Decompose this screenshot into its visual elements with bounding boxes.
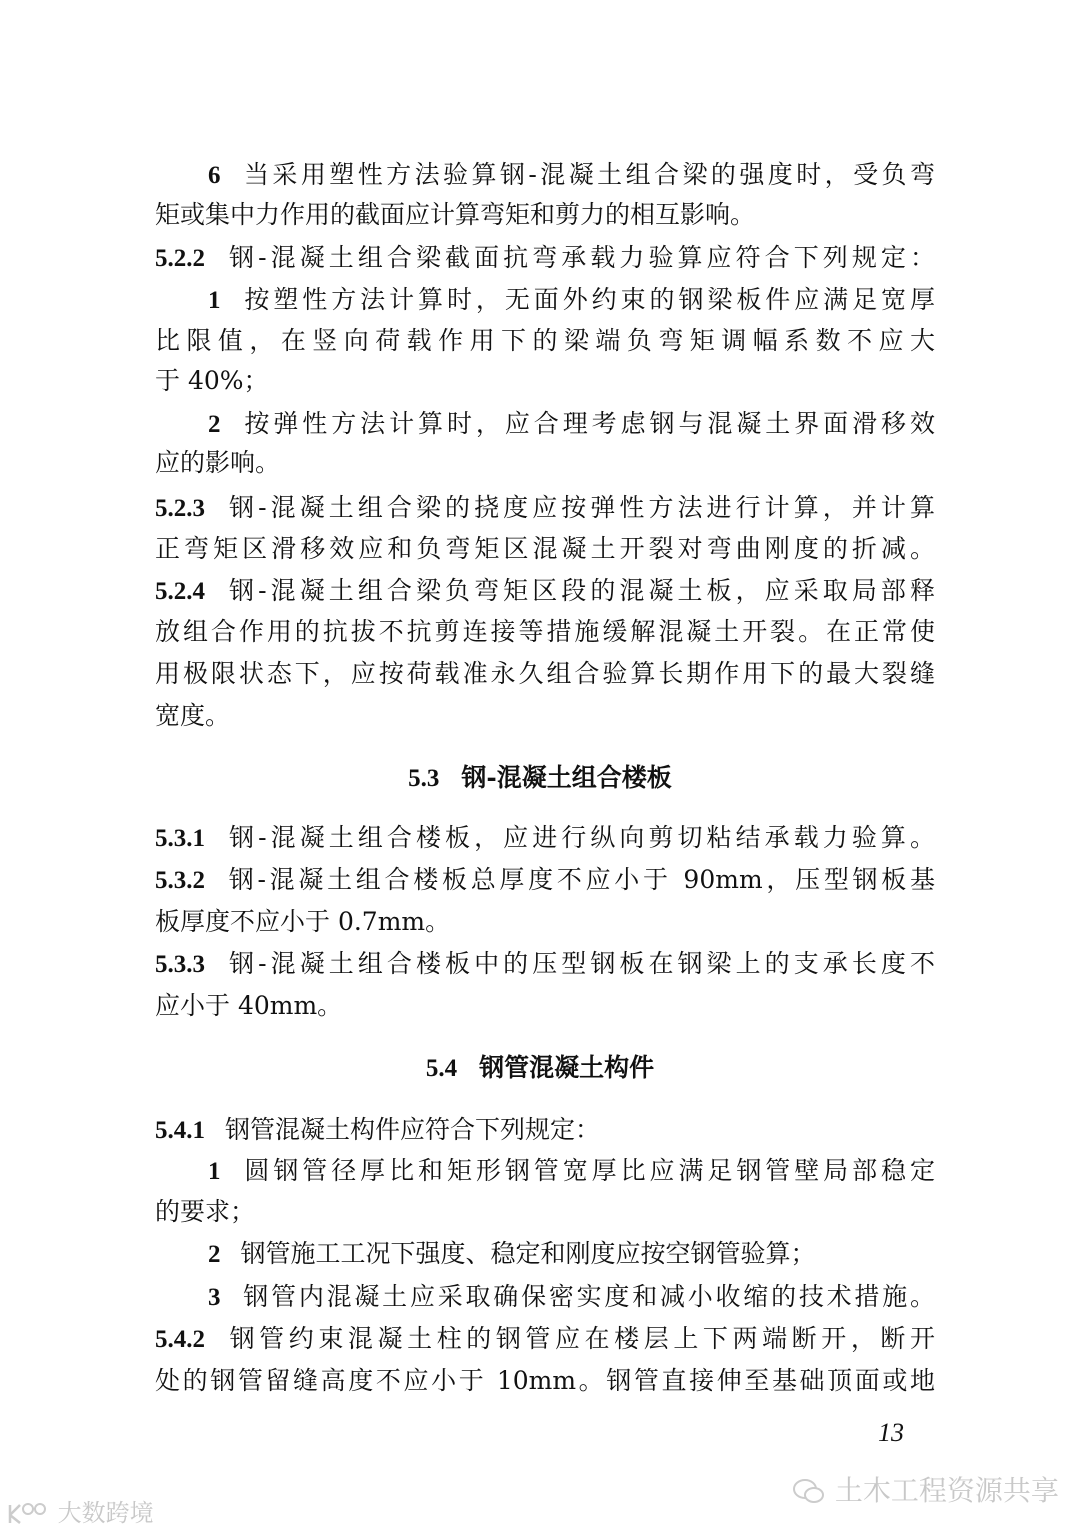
line-text: 钢管混凝土构件应符合下列规定： — [225, 1115, 601, 1144]
line-text: 钢-混凝土组合梁截面抗弯承载力验算应符合下列规定： — [225, 243, 935, 272]
line-text: 宽度。 — [155, 701, 231, 730]
line-text: 比限值，在竖向荷载作用下的梁端负弯矩调幅系数不应大 — [155, 326, 935, 355]
text-line — [155, 905, 935, 939]
text-line — [155, 1364, 935, 1398]
clause-line — [155, 574, 935, 608]
clause-number: 5.2.3 — [155, 495, 205, 522]
line-text: 正弯矩区滑移效应和负弯矩区混凝土开裂对弯曲刚度的折减。 — [155, 534, 935, 563]
text-line — [155, 198, 935, 232]
clause-number: 1 — [208, 287, 221, 314]
clause-line — [155, 491, 935, 525]
line-text: 钢管约束混凝土柱的钢管应在楼层上下两端断开，断开 — [225, 1324, 935, 1353]
clause-number: 5.4.2 — [155, 1326, 205, 1353]
section-title: 钢-混凝土组合楼板 — [461, 763, 672, 792]
clause-line — [155, 1113, 935, 1147]
text-line — [155, 699, 935, 733]
clause-line — [208, 1154, 935, 1188]
line-text: 按弹性方法计算时，应合理考虑钢与混凝土界面滑移效 — [240, 409, 935, 438]
line-text: 用极限状态下，应按荷载准永久组合验算长期作用下的最大裂缝 — [155, 659, 935, 688]
section-heading — [0, 761, 1080, 795]
clause-line — [155, 947, 935, 981]
text-line — [155, 657, 935, 691]
line-text: 的要求； — [155, 1197, 256, 1226]
page-number: 13 — [878, 1418, 904, 1447]
wechat-icon — [792, 1477, 826, 1507]
clause-line — [208, 1280, 935, 1314]
clause-number: 5.3.3 — [155, 951, 205, 978]
clause-number: 5.4.1 — [155, 1117, 205, 1144]
line-text: 钢-混凝土组合楼板，应进行纵向剪切粘结承载力验算。 — [225, 823, 935, 852]
clause-line — [155, 821, 935, 855]
section-heading — [0, 1051, 1080, 1085]
clause-number: 5.2.4 — [155, 578, 205, 605]
brand-watermark-text: 大数跨境 — [57, 1499, 154, 1527]
line-text: 按塑性方法计算时，无面外约束的钢梁板件应满足宽厚 — [240, 285, 935, 314]
text-line — [155, 324, 935, 358]
wechat-watermark — [792, 1469, 1059, 1509]
section-number: 5.4 — [425, 1055, 458, 1082]
line-text: 板厚度不应小于 0.7mm。 — [155, 907, 451, 936]
line-text: 钢-混凝土组合梁负弯矩区段的混凝土板，应采取局部释 — [225, 576, 935, 605]
clause-number: 3 — [208, 1284, 221, 1311]
clause-line — [208, 283, 935, 317]
line-text: 放组合作用的抗拔不抗剪连接等措施缓解混凝土开裂。在正常使 — [155, 617, 935, 646]
section-number: 5.3 — [408, 765, 440, 792]
line-text: 钢管施工工况下强度、稳定和刚度应按空钢管验算； — [240, 1239, 816, 1268]
clause-line — [155, 863, 935, 897]
line-text: 当采用塑性方法验算钢-混凝土组合梁的强度时，受负弯 — [240, 160, 935, 189]
text-line — [155, 364, 935, 398]
clause-number: 2 — [208, 1241, 221, 1268]
clause-line — [208, 158, 935, 192]
clause-line — [155, 241, 935, 275]
line-text: 应的影响。 — [155, 448, 281, 477]
clause-line — [208, 1237, 935, 1271]
section-title: 钢管混凝土构件 — [479, 1053, 655, 1082]
clause-number: 5.3.2 — [155, 867, 205, 894]
clause-line — [208, 407, 935, 441]
line-text: 钢-混凝土组合楼板总厚度不应小于 90mm，压型钢板基 — [225, 865, 935, 894]
text-line — [155, 989, 935, 1023]
clause-number: 1 — [208, 1158, 221, 1185]
text-line — [155, 1195, 935, 1229]
text-line — [155, 615, 935, 649]
clause-line — [155, 1322, 935, 1356]
line-text: 处的钢管留缝高度不应小于 10mm。钢管直接伸至基础顶面或地 — [155, 1366, 935, 1395]
wechat-watermark-text: 土木工程资源共享 — [834, 1474, 1059, 1507]
clause-number: 2 — [208, 411, 221, 438]
line-text: 矩或集中力作用的截面应计算弯矩和剪力的相互影响。 — [155, 200, 756, 229]
clause-number: 6 — [208, 162, 221, 189]
line-text: 钢-混凝土组合楼板中的压型钢板在钢梁上的支承长度不 — [225, 949, 935, 978]
brand-logo-icon — [6, 1501, 50, 1527]
text-line — [155, 532, 935, 566]
clause-number: 5.3.1 — [155, 825, 205, 852]
text-line — [155, 446, 935, 480]
line-text: 圆钢管径厚比和矩形钢管宽厚比应满足钢管壁局部稳定 — [240, 1156, 935, 1185]
line-text: 钢管内混凝土应采取确保密实度和减小收缩的技术措施。 — [240, 1282, 935, 1311]
line-text: 应小于 40mm。 — [155, 991, 343, 1020]
brand-watermark — [6, 1493, 154, 1528]
line-text: 于 40%； — [155, 366, 269, 395]
clause-number: 5.2.2 — [155, 245, 205, 272]
line-text: 钢-混凝土组合梁的挠度应按弹性方法进行计算，并计算 — [225, 493, 935, 522]
